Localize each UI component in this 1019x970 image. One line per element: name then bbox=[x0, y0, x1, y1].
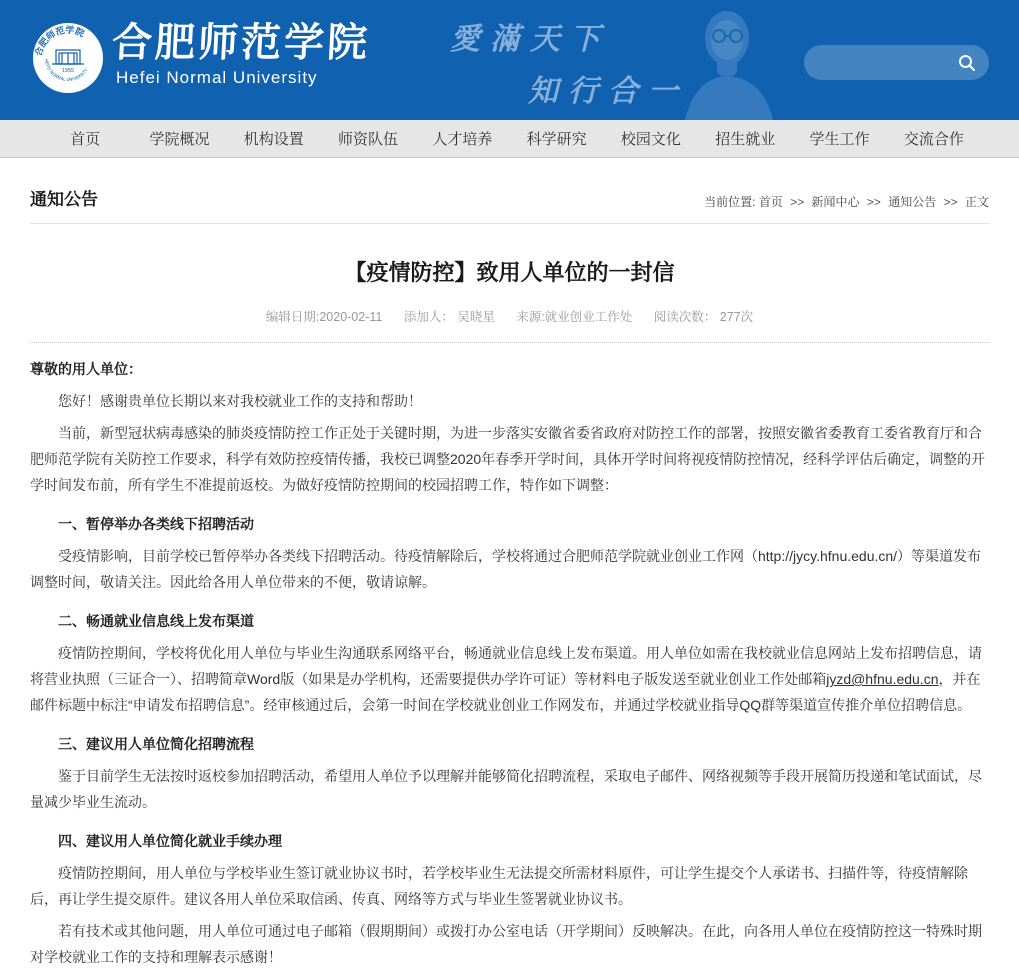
paragraph-2-after: ，并在邮件标题中标注“申请发布招聘信息”。经审核通过后，会第一时间在学校就业创业工作网发布，并通过学校就业指导QQ群等渠道宣传推介单位招聘信息。 bbox=[30, 671, 981, 713]
meta-read-count: 阅读次数： 277次 bbox=[653, 310, 754, 324]
paragraph-1: 受疫情影响，目前学校已暂停举办各类线下招聘活动。待疫情解除后，学校将通过合肥师范学院就业创业工作网（http://jycy.hfnu.edu.cn/）等渠道发布调整时间，敬请关注。因此给各用人单位带来的不便，敬请谅解。 bbox=[30, 548, 982, 590]
breadcrumb-link-home[interactable]: 首页 bbox=[758, 195, 783, 209]
nav-item-admissions[interactable]: 招生就业 bbox=[715, 131, 776, 148]
nav-item-campus-culture[interactable]: 校园文化 bbox=[620, 131, 681, 148]
svg-text:1955: 1955 bbox=[61, 68, 75, 74]
meta-author: 添加人： 吴晓星 bbox=[403, 310, 495, 324]
breadcrumb-separator: >> bbox=[866, 195, 881, 209]
meta-edit-date: 编辑日期:2020-02-11 bbox=[265, 310, 383, 324]
search-icon bbox=[957, 53, 977, 73]
main-nav bbox=[0, 120, 1019, 158]
nav-item-exchange[interactable]: 交流合作 bbox=[903, 131, 964, 148]
article-body bbox=[30, 356, 989, 970]
university-logo[interactable] bbox=[32, 22, 104, 94]
nav-item-home[interactable]: 首页 bbox=[70, 131, 101, 148]
email-link[interactable]: jyzd@hfnu.edu.cn bbox=[826, 671, 939, 687]
paragraph-4: 疫情防控期间，用人单位与学校毕业生签订就业协议书时，若学校毕业生无法提交所需材料原件，可让学生提交个人承诺书、扫描件等，待疫情解除后，再让学生提交原件。建议各用人单位采取信函、传真、网络等方式与毕业生签署就业协议书。 bbox=[30, 865, 968, 907]
university-name-zh: 合肥师范学院 bbox=[110, 19, 372, 66]
paragraph-greeting: 您好！感谢贵单位长期以来对我校就业工作的支持和帮助！ bbox=[58, 393, 422, 409]
university-name-en: Hefei Normal University bbox=[116, 68, 318, 87]
article-meta bbox=[30, 307, 989, 343]
breadcrumb-separator: >> bbox=[790, 195, 805, 209]
portrait-watermark-icon bbox=[655, 0, 795, 120]
nav-item-student-affairs[interactable]: 学生工作 bbox=[809, 131, 870, 148]
meta-source: 来源:就业创业工作处 bbox=[516, 310, 633, 324]
search-input[interactable] bbox=[818, 55, 955, 70]
motto-line-1: 愛滿天下 bbox=[450, 22, 610, 57]
brand-block[interactable] bbox=[112, 20, 370, 88]
site-header bbox=[0, 0, 1019, 120]
section-heading-3: 三、建议用人单位简化招聘流程 bbox=[58, 736, 254, 752]
salutation: 尊敬的用人单位： bbox=[30, 361, 142, 377]
breadcrumb-prefix: 当前位置: bbox=[704, 195, 756, 209]
section-bar bbox=[30, 158, 989, 224]
paragraph-5: 若有技术或其他问题，用人单位可通过电子邮箱（假期期间）或拨打办公室电话（开学期间）反映解决。在此，向各用人单位在疫情防控这一特殊时期对学校就业工作的支持和理解表示感谢！ bbox=[30, 923, 982, 965]
article-title: 【疫情防控】致用人单位的一封信 bbox=[344, 260, 675, 285]
breadcrumb-separator: >> bbox=[943, 195, 958, 209]
nav-item-faculty[interactable]: 师资队伍 bbox=[338, 131, 399, 148]
paragraph-intro: 当前，新型冠状病毒感染的肺炎疫情防控工作正处于关键时期，为进一步落实安徽省委省政府对防控工作的部署，按照安徽省委教育工委省教育厅和合肥师范学院有关防控工作要求，科学有效防控疫情传播，我校已调整2020年春季开学时间，具体开学时间将视疫情防控情况，经科学评估后确定，调整的开学时间发布前，所有学生不准提前返校。为做好疫情防控期间的校园招聘工作，特作如下调整： bbox=[30, 425, 986, 493]
nav-item-overview[interactable]: 学院概况 bbox=[149, 131, 210, 148]
svg-text:HEFEI NORMAL UNIVERSITY: HEFEI NORMAL UNIVERSITY bbox=[43, 58, 89, 83]
page-title: 通知公告 bbox=[30, 190, 98, 209]
section-heading-2: 二、畅通就业信息线上发布渠道 bbox=[58, 613, 254, 629]
section-heading-1: 一、暂停举办各类线下招聘活动 bbox=[58, 516, 254, 532]
search-box bbox=[804, 45, 989, 80]
breadcrumb-link-news[interactable]: 新闻中心 bbox=[811, 195, 860, 209]
motto-line-2: 知行合一 bbox=[528, 74, 688, 109]
paragraph-2 bbox=[30, 640, 989, 718]
paragraph-3: 鉴于目前学生无法按时返校参加招聘活动，希望用人单位予以理解并能够简化招聘流程，采取电子邮件、网络视频等手段开展简历投递和笔试面试，尽量减少毕业生流动。 bbox=[30, 768, 982, 810]
section-heading-4: 四、建议用人单位简化就业手续办理 bbox=[58, 833, 282, 849]
svg-text:合肥师范学院: 合肥师范学院 bbox=[34, 25, 86, 58]
breadcrumb bbox=[704, 193, 989, 210]
paragraph-2-before: 疫情防控期间，学校将优化用人单位与毕业生沟通联系网络平台，畅通就业信息线上发布渠道。用人单位如需在我校就业信息网站上发布招聘信息，请将营业执照（三证合一）、招聘简章Word版（如果是办学机构，还需要提供办学许可证）等材料电子版发送至就业创业工作处邮箱 bbox=[30, 645, 982, 687]
nav-item-organization[interactable]: 机构设置 bbox=[243, 131, 304, 148]
breadcrumb-link-notices[interactable]: 通知公告 bbox=[888, 195, 937, 209]
university-seal-icon bbox=[32, 22, 104, 94]
nav-item-talent[interactable]: 人才培养 bbox=[432, 131, 493, 148]
breadcrumb-link-current[interactable]: 正文 bbox=[964, 195, 989, 209]
search-button[interactable] bbox=[955, 51, 979, 75]
nav-item-research[interactable]: 科学研究 bbox=[526, 131, 587, 148]
